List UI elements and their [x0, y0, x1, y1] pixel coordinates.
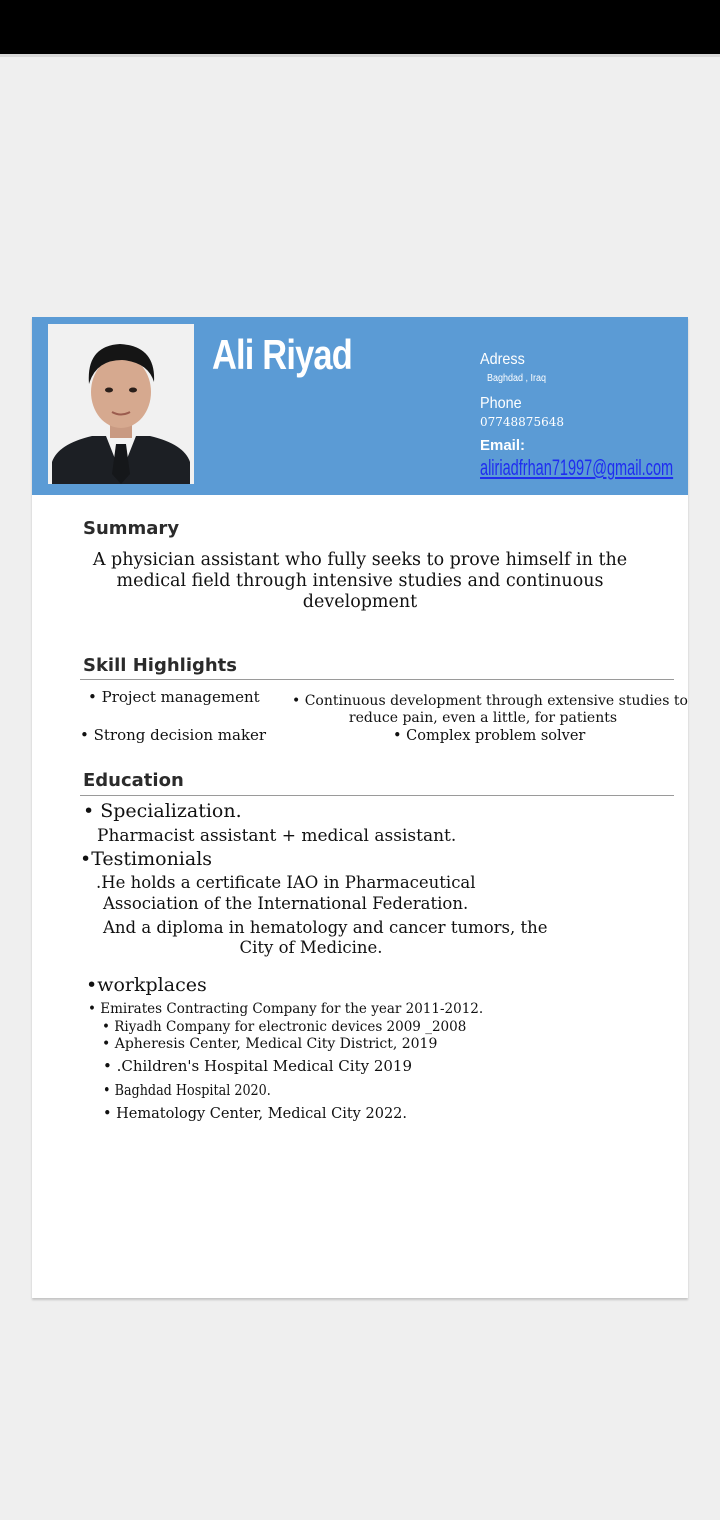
- skill-item: • Continuous development through extensive studies to: [292, 693, 688, 709]
- summary-text: A physician assistant who fully seeks to prove himself in the medical field through intensive studies and continuous development: [92, 550, 628, 612]
- workplace-item: • Baghdad Hospital 2020.: [103, 1081, 271, 1099]
- phone-label: Phone: [480, 395, 522, 412]
- workplace-item: • Emirates Contracting Company for the year 2011-2012.: [88, 1001, 484, 1017]
- testimonial-text: And a diploma in hematology and cancer tumors, the: [103, 918, 548, 937]
- testimonials-heading: •Testimonials: [80, 848, 213, 870]
- workplace-item: • Apheresis Center, Medical City District, 2019: [102, 1036, 438, 1052]
- testimonial-text: .He holds a certificate IAO in Pharmaceutical: [96, 873, 476, 892]
- skill-item-continued: reduce pain, even a little, for patients: [348, 710, 618, 726]
- email-link[interactable]: aliriadfrhan71997@gmail.com: [480, 455, 674, 480]
- workplace-item: • Riyadh Company for electronic devices 2009 _2008: [102, 1019, 467, 1035]
- resume-header: [32, 317, 688, 495]
- testimonial-text: Association of the International Federation.: [103, 894, 469, 913]
- skills-heading: Skill Highlights: [83, 655, 238, 676]
- status-bar: [0, 0, 720, 54]
- status-bar-shadow: [0, 54, 720, 57]
- summary-heading: Summary: [83, 518, 180, 539]
- skill-item: • Project management: [88, 688, 260, 706]
- specialization-text: Pharmacist assistant + medical assistant.: [97, 826, 457, 846]
- candidate-name: Ali Riyad: [212, 331, 352, 378]
- workplace-item: • .Children's Hospital Medical City 2019: [103, 1057, 413, 1075]
- address-label: Adress: [480, 351, 525, 368]
- testimonial-text: City of Medicine.: [239, 938, 383, 957]
- education-divider: [80, 795, 674, 796]
- workplaces-heading: •workplaces: [86, 974, 207, 996]
- workplace-item: • Hematology Center, Medical City 2022.: [103, 1106, 407, 1122]
- education-heading: Education: [83, 770, 184, 791]
- skill-item: • Complex problem solver: [393, 728, 586, 744]
- resume-page: [32, 317, 688, 1298]
- phone-value: 07748875648: [480, 415, 564, 429]
- email-label: Email:: [480, 437, 526, 454]
- skill-item: • Strong decision maker: [80, 726, 267, 744]
- address-value: Baghdad , Iraq: [487, 373, 547, 384]
- profile-photo: [48, 324, 194, 484]
- specialization-heading: • Specialization.: [83, 800, 242, 822]
- skills-divider: [80, 679, 674, 680]
